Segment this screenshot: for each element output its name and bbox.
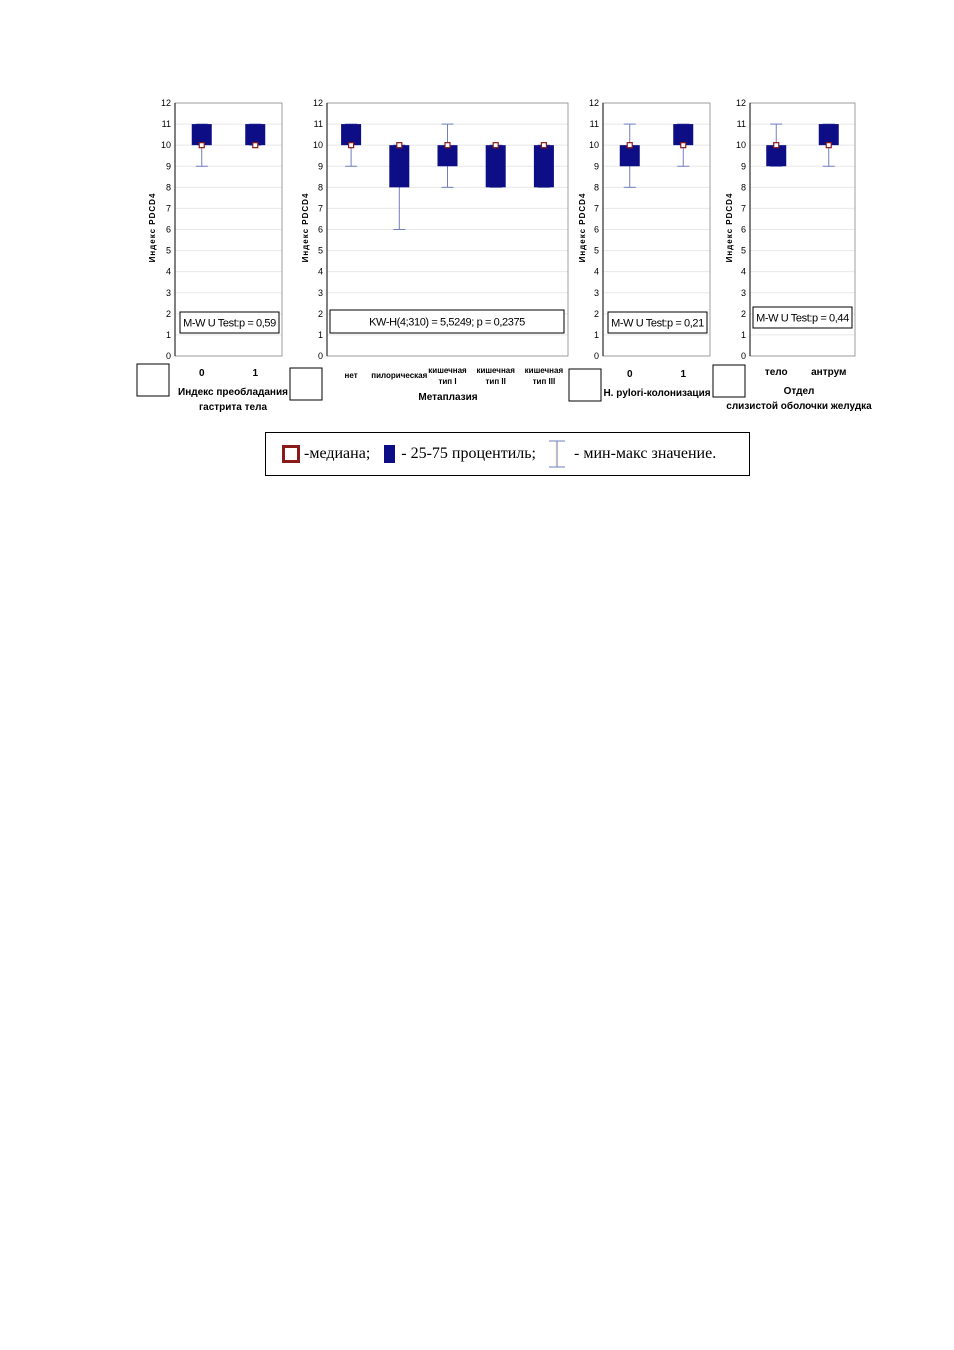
y-tick-label: 2: [740, 308, 746, 319]
y-tick-label: 7: [740, 203, 746, 214]
whisker-icon: [546, 439, 568, 469]
median-marker: [253, 143, 258, 148]
y-axis-label: Индекс PDCD4: [578, 192, 587, 263]
y-axis-label: Индекс PDCD4: [148, 192, 157, 263]
box-iqr: [766, 145, 786, 166]
x-category-label: пилорическая: [371, 371, 428, 380]
x-category-label: нет: [344, 371, 358, 380]
y-tick-label: 2: [317, 308, 323, 319]
box-swatch-icon: [384, 445, 395, 463]
x-category-label: 0: [198, 368, 205, 379]
x-axis-label: гастрита тела: [198, 402, 268, 413]
x-category-label: кишечная: [524, 366, 564, 375]
y-tick-label: 11: [589, 119, 599, 130]
y-tick-label: 9: [593, 161, 599, 172]
legend-box: [370, 445, 536, 463]
y-tick-label: 3: [593, 287, 599, 298]
box-iqr: [673, 124, 693, 145]
stat-text: KW-H(4;310) = 5,5249; p = 0,2375: [369, 316, 525, 329]
median-marker: [774, 143, 779, 148]
y-tick-label: 5: [593, 245, 599, 256]
y-tick-label: 12: [735, 98, 746, 108]
median-marker: [627, 143, 632, 148]
box-iqr: [245, 124, 265, 145]
y-tick-label: 8: [165, 182, 171, 193]
blank-square: [137, 364, 169, 396]
median-marker: [199, 143, 204, 148]
legend-box-label: - 25-75 процентиль;: [401, 445, 536, 462]
y-tick-label: 4: [317, 266, 323, 277]
blank-square: [713, 365, 745, 397]
y-tick-label: 8: [740, 182, 746, 193]
y-tick-label: 2: [593, 308, 599, 319]
box-iqr: [192, 124, 212, 145]
y-axis-label: Индекс PDCD4: [301, 192, 310, 263]
y-tick-label: 11: [313, 119, 323, 130]
y-tick-label: 12: [312, 98, 323, 108]
y-tick-label: 0: [593, 351, 599, 361]
x-axis-label: Индекс преобладания: [178, 387, 288, 398]
median-marker: [541, 143, 546, 148]
x-category-label: тип II: [485, 377, 506, 386]
median-marker-icon: [282, 445, 300, 463]
box-iqr: [819, 124, 839, 145]
y-tick-label: 9: [317, 161, 323, 172]
x-category-label: антрум: [811, 367, 847, 378]
y-tick-label: 10: [735, 140, 746, 151]
y-tick-label: 10: [160, 140, 171, 151]
y-tick-label: 3: [317, 287, 323, 298]
y-tick-label: 3: [165, 287, 171, 298]
box-iqr: [438, 145, 458, 166]
median-marker: [349, 143, 354, 148]
x-category-label: кишечная: [476, 366, 515, 375]
y-tick-label: 4: [740, 266, 746, 277]
y-tick-label: 9: [740, 161, 746, 172]
y-tick-label: 0: [165, 351, 171, 361]
y-tick-label: 0: [317, 351, 323, 361]
y-tick-label: 11: [736, 119, 746, 130]
y-tick-label: 8: [593, 182, 599, 193]
y-tick-label: 9: [165, 161, 171, 172]
y-tick-label: 6: [740, 224, 746, 235]
x-category-label: тип III: [532, 377, 556, 386]
stat-text: M-W U Test:p = 0,44: [756, 312, 849, 325]
box-iqr: [389, 145, 409, 187]
y-tick-label: 11: [161, 119, 171, 130]
median-marker: [493, 143, 498, 148]
x-category-label: 0: [626, 369, 633, 380]
y-tick-label: 10: [588, 140, 599, 151]
legend: [265, 432, 750, 476]
stat-text: M-W U Test:p = 0,59: [183, 317, 276, 330]
x-axis-label: Отдел: [783, 386, 815, 397]
x-axis-label: H. pylori-колонизация: [603, 388, 711, 399]
stat-text: M-W U Test:p = 0,21: [611, 317, 704, 330]
legend-median: [266, 445, 370, 463]
x-axis-label: Метаплазия: [418, 392, 478, 403]
y-tick-label: 4: [165, 266, 171, 277]
median-marker: [826, 143, 831, 148]
legend-median-label: -медиана;: [304, 445, 371, 462]
y-tick-label: 2: [165, 308, 171, 319]
y-tick-label: 5: [740, 245, 746, 256]
blank-square: [569, 369, 601, 401]
y-tick-label: 7: [317, 203, 323, 214]
y-tick-label: 1: [593, 329, 599, 340]
y-tick-label: 6: [317, 224, 323, 235]
x-category-label: тело: [764, 367, 788, 378]
x-category-label: кишечная: [428, 366, 467, 375]
y-tick-label: 7: [593, 203, 599, 214]
x-category-label: тип I: [438, 377, 457, 386]
median-marker: [681, 143, 686, 148]
blank-square: [290, 368, 322, 400]
y-tick-label: 12: [160, 98, 171, 108]
y-tick-label: 1: [165, 329, 171, 340]
y-tick-label: 1: [740, 329, 746, 340]
y-tick-label: 3: [740, 287, 746, 298]
y-tick-label: 5: [317, 245, 323, 256]
y-tick-label: 0: [740, 351, 746, 361]
y-tick-label: 4: [593, 266, 599, 277]
box-iqr: [341, 124, 361, 145]
y-tick-label: 5: [165, 245, 171, 256]
y-tick-label: 7: [165, 203, 171, 214]
y-tick-label: 10: [312, 140, 323, 151]
y-tick-label: 8: [317, 182, 323, 193]
y-tick-label: 6: [593, 224, 599, 235]
box-iqr: [486, 145, 506, 187]
x-axis-label: слизистой оболочки желудка: [726, 401, 872, 412]
median-marker: [397, 143, 402, 148]
box-iqr: [534, 145, 554, 187]
x-category-label: 1: [680, 369, 687, 380]
y-tick-label: 1: [317, 329, 323, 340]
legend-whisker-label: - мин-макс значение.: [574, 445, 717, 462]
y-tick-label: 12: [588, 98, 599, 108]
box-iqr: [620, 145, 640, 166]
legend-whisker: [536, 439, 716, 469]
x-category-label: 1: [252, 368, 259, 379]
y-axis-label: Индекс PDCD4: [725, 192, 734, 263]
median-marker: [445, 143, 450, 148]
y-tick-label: 6: [165, 224, 171, 235]
